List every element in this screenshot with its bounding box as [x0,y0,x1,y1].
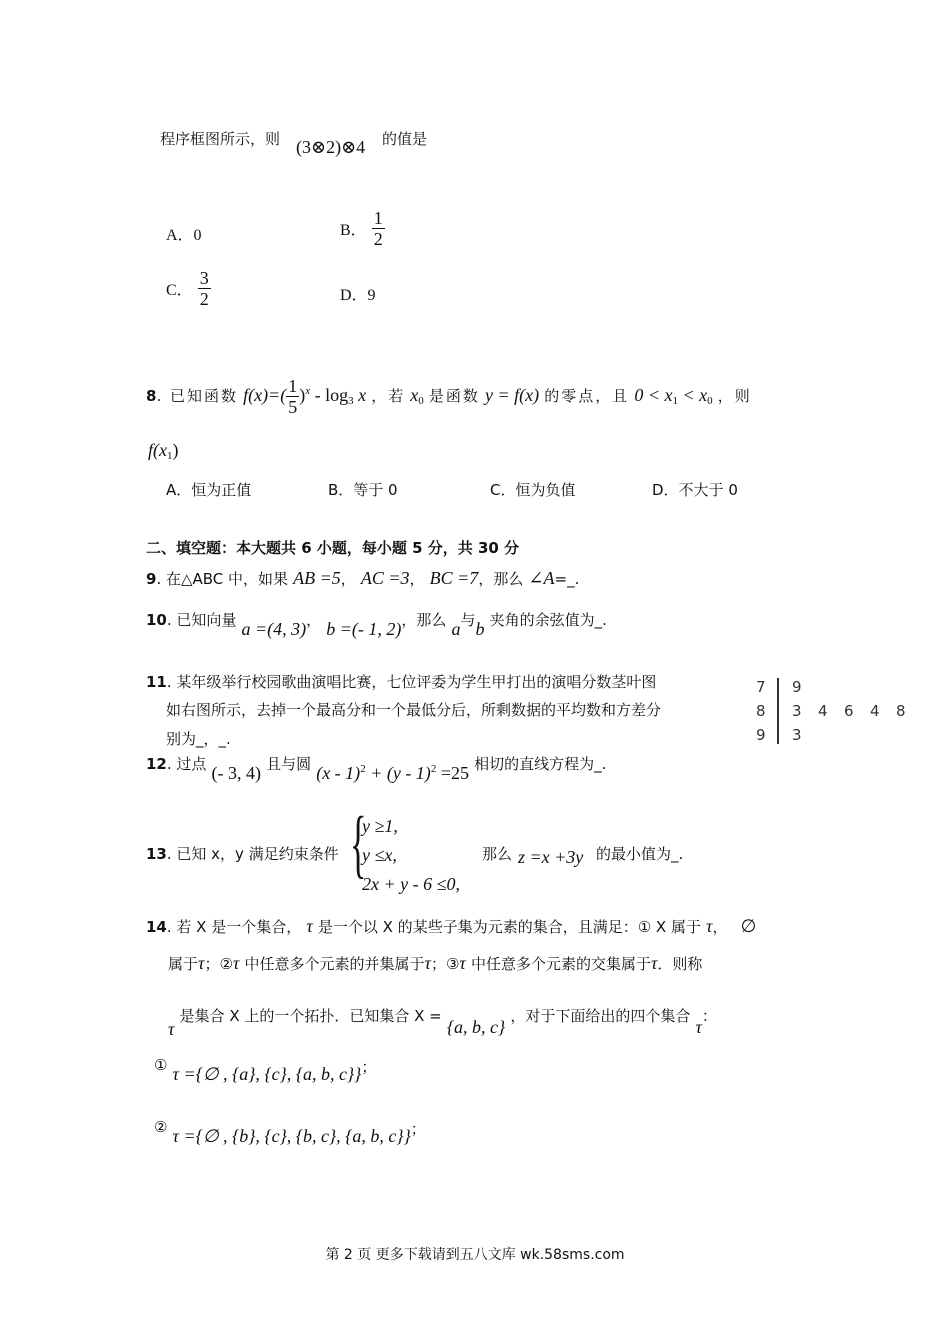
q11-text1: . 某年级举行校园歌曲演唱比赛，七位评委为学生甲打出的演唱分数茎叶图 [166,673,657,691]
q14-tau-4: τ [232,953,240,973]
q9-blank: =_. [554,570,580,588]
q14-option-2-mark: ② [154,1118,168,1136]
q13-number: 13 [146,845,167,863]
q8-log: - log [310,385,349,405]
section-heading: 二、填空题：本大题共 6 小题，每小题 5 分，共 30 分 [146,539,520,557]
q8-text4: 的零点，且 [544,387,630,405]
q14-text3: 属于 [168,955,199,973]
stem-leaf-plot [748,676,918,748]
q13-constraint2: y ≤x, [362,845,397,865]
q8-x0-sub: 0 [418,395,424,407]
q9-number: 9 [146,570,157,588]
q7-option-c-fraction [198,268,211,309]
q10-text3: 夹角的余弦值为_. [489,611,607,629]
q8-fx1-sub: 1 [166,450,173,462]
q12-circle-y: + (y - 1) [365,763,431,783]
q12-point: (- 3, 4) [211,763,261,783]
leaf-8-5: 8 [896,702,906,720]
q14-text8: ．则称 [657,955,703,973]
q14-tau-2: τ [706,916,713,936]
q8-log-base: 3 [348,395,354,407]
q14-option-2-semicolon: ； [410,1120,426,1138]
stem-leaf-divider [777,678,779,744]
q12-text3: 相切的直线方程为_. [474,755,607,773]
q14-tau-9: τ [695,1017,702,1037]
q12-text2: 且与圆 [266,755,312,773]
q12-sq1: 2 [360,763,366,775]
q14-text1: . 若 X 是一个集合， [166,918,302,936]
leaf-7-1: 9 [792,678,802,696]
q8-fx1 [148,440,178,462]
q10-yu: 与 [460,611,476,629]
q14-option-2 [154,1118,426,1147]
q14-option-1-expr: τ ={∅ , {a}, {c}, {a, b, c}} [172,1064,362,1084]
q8-fx2: ) [299,385,306,405]
q8-line1 [146,376,752,417]
page-footer: 第 2 页 更多下载请到五八文库 wk.58sms.com [325,1247,625,1263]
q8-ineq-sub0: 0 [707,395,713,407]
q7-expression: (3⊗2)⊗4 [296,137,366,157]
q10-number: 10 [146,611,167,629]
q12-eq: =25 [436,763,469,783]
q14-tau-1: τ [306,916,313,936]
q12-circle [316,764,469,783]
q10-text2: ，那么 [401,611,447,629]
q14-line1 [146,916,757,937]
q7-tail: 的值是 [382,130,428,148]
q12-sq2: 2 [430,763,437,775]
q10-vector-b: b =(- 1, 2) [326,619,402,639]
q14-colon: ： [701,1007,717,1025]
q9-comma1: ， [340,570,356,588]
q8-text3: 是函数 [428,387,480,405]
q8-frac-num: 1 [288,376,298,396]
q8-log-arg: x [353,385,367,405]
q12-text1: . 过点 [166,755,207,773]
q14-tau-5: τ [424,953,431,973]
q7-option-b-fraction [372,208,385,249]
q8-option-d: D．不大于 0 [652,481,738,499]
stem-9: 9 [756,726,766,744]
q10-b-symbol: b [475,619,485,639]
q10-a-symbol: a [451,619,461,639]
q11-text3: 别为_，_. [166,730,231,748]
leaf-8-1: 3 [792,702,802,720]
q14-tau-3: τ [198,953,205,973]
q8-option-b: B．等于 0 [328,481,398,499]
q12-line [146,753,607,783]
q9-text1: . 在△ABC 中，如果 [156,570,289,588]
q7-option-c [166,268,211,309]
q8-yfx: y = f(x) [485,385,540,405]
q8-ineq: 0 < x [634,385,673,405]
q13-text2: 那么 [482,845,513,863]
q10-vector-a: a =(4, 3) [241,619,307,639]
q14-line2 [168,953,702,974]
q7-option-b [340,208,385,249]
q9-ac: AC =3 [360,568,410,588]
q13-constraint3: 2x + y - 6 ≤0, [362,874,460,894]
q13-objective: z =x +3y [518,847,584,867]
q8-sup: x [305,385,311,397]
q14-tau-6: τ [459,953,466,973]
q8-number: 8 [146,387,157,405]
q8-fx1-close: ) [172,440,179,460]
q14-text10: ，对于下面给出的四个集合 [510,1007,691,1025]
q7-c-numerator: 3 [199,268,209,288]
q9-comma2: ， [409,570,425,588]
leaf-8-2: 4 [818,702,828,720]
q14-option-1-semicolon: ； [361,1058,377,1076]
stem-7: 7 [756,678,766,696]
q14-tau-7: τ [650,953,658,973]
q8-option-a: A．恒为正值 [166,481,252,499]
q7-option-b-label: B． [340,222,367,239]
q8-frac-den: 5 [288,397,298,417]
q14-option-1 [154,1056,377,1085]
q12-circle-x: (x - 1) [316,763,361,783]
q13-text3: 的最小值为_. [596,845,684,863]
q8-fraction [286,376,299,417]
q13-brace: { [350,802,367,886]
q9-ab: AB =5 [293,568,341,588]
q7-b-denominator: 2 [373,229,383,249]
q9-text2: ，那么 [478,570,524,588]
q14-option-2-expr: τ ={∅ , {b}, {c}, {b, c}, {a, b, c}} [172,1126,411,1146]
q14-tau-8: τ [168,1019,175,1039]
q8-ineq2: < x [677,385,708,405]
q8-text5: ，则 [717,387,752,405]
q7-b-numerator: 1 [373,208,383,228]
q14-text9: 是集合 X 上的一个拓扑．已知集合 X = [179,1007,442,1025]
q14-text2: 是一个以 X 的某些子集为元素的集合，且满足：① X 属于 [317,918,701,936]
q7-option-d: D．9 [340,287,376,304]
q8-text1: . 已知函数 [156,387,238,405]
q14-option-1-mark: ① [154,1056,168,1074]
q10-text1: . 已知向量 [166,611,237,629]
q14-empty-set: ∅ [740,916,757,936]
q9-line [146,568,579,589]
q7-option-a: A．0 [166,227,202,244]
q14-text4: ；② [204,955,233,973]
q10-comma: ， [306,611,322,629]
q11-line1 [146,671,656,692]
leaf-8-3: 6 [844,702,854,720]
leaf-9-1: 3 [792,726,802,744]
q9-angle: ∠A [528,568,555,588]
q7-c-denominator: 2 [199,289,209,309]
q9-bc: BC =7 [429,568,479,588]
q14-comma: ， [712,918,728,936]
q8-fx1-open: f(x [148,440,167,460]
q14-text7: 中任意多个元素的交集属于 [470,955,651,973]
q7-option-c-label: C． [166,282,193,299]
q14-text6: ；③ [430,955,460,973]
q7-text: 程序框图所示，则 [160,130,281,148]
q12-number: 12 [146,755,167,773]
q8-fx: f(x)=( [243,385,287,405]
q8-text2: ，若 [371,387,406,405]
q8-option-c: C．恒为负值 [490,481,576,499]
leaf-8-4: 4 [870,702,880,720]
stem-8: 8 [756,702,766,720]
q14-line3 [168,1005,717,1039]
q11-text2: 如右图所示，去掉一个最高分和一个最低分后，所剩数据的平均数和方差分 [166,701,662,719]
q8-x0: x [410,385,419,405]
q14-text5: 中任意多个元素的并集属于 [244,955,425,973]
q13-constraint1: y ≥1, [362,816,398,836]
q13-prefix [146,843,339,864]
q10-line [146,609,607,639]
q13-text1: . 已知 x，y 满足约束条件 [166,845,339,863]
q11-number: 11 [146,673,167,691]
q14-set-x: {a, b, c} [446,1017,506,1037]
q8-ineq-sub1: 1 [672,395,678,407]
q14-number: 14 [146,918,167,936]
